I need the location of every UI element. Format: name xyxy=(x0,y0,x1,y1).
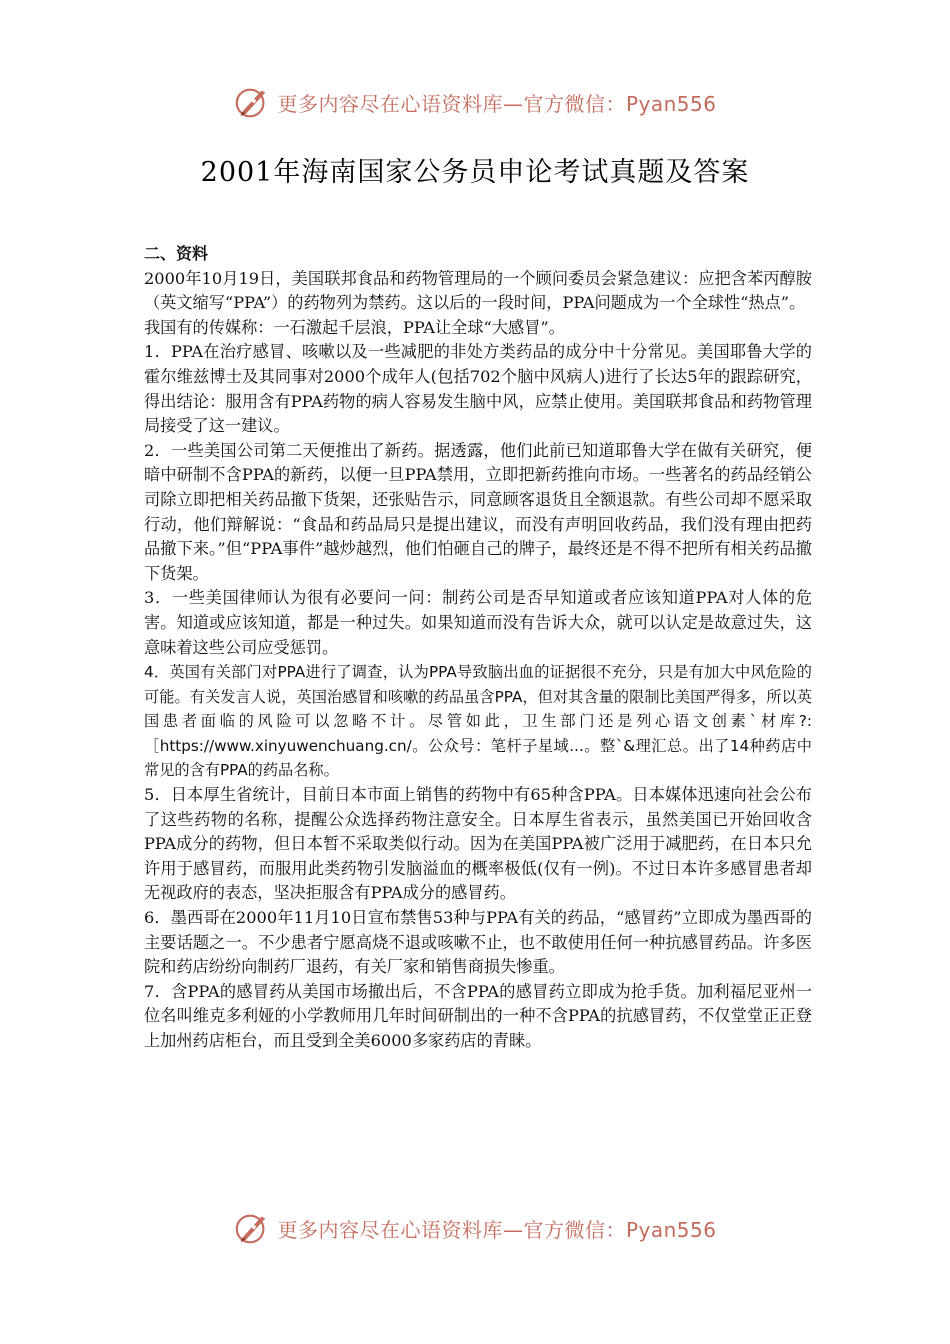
footer-banner xyxy=(0,1206,950,1250)
paragraph-3: 3．一些美国律师认为很有必要问一问：制药公司是否早知道或者应该知道PPA对人体的危害。知道或应该知道，都是一种过失。如果知道而没有告诉大众，就可以认定是故意过失，这意味着这些公司应受惩罚。 xyxy=(144,588,812,657)
paragraph-6: 6．墨西哥在2000年11月10日宣布禁售53种与PPA有关的药品，“感冒药”立即成为墨西哥的主要话题之一。不少患者宁愿高烧不退或咳嗽不止，也不敢使用任何一种抗感冒药品。许多医院和药店纷纷向制药厂退药，有关厂家和销售商损失惨重。 xyxy=(144,908,812,977)
header-banner xyxy=(0,80,950,124)
paragraph-media: 我国有的传媒称：一石激起千层浪，PPA让全球“大感冒”。 xyxy=(144,317,565,337)
paragraph-5: 5．日本厚生省统计，目前日本市面上销售的药物中有65种含PPA。日本媒体迅速向社会公布了这些药物的名称，提醒公众选择药物注意安全。日本厚生省表示，虽然美国已开始回收含PPA成分的药物，但日本暂不采取类似行动。因为在美国PPA被广泛用于减肥药，在日本只允许用于感冒药，而服用此类药物引发脑溢血的概率极低(仅有一例)。不过日本许多感冒患者却无视政府的表态，坚决拒服含有PPA成分的感冒药。 xyxy=(144,785,812,903)
section-heading: 二、资料 xyxy=(144,244,209,263)
pen-logo-icon xyxy=(233,1209,271,1247)
paragraph-2: 2．一些美国公司第二天便推出了新药。据透露，他们此前已知道耶鲁大学在做有关研究，便暗中研制不含PPA的新药，以便一旦PPA禁用，立即把新药推向市场。一些著名的药品经销公司除立即把相关药品撤下货架，还张贴告示，同意顾客退货且全额退款。有些公司却不愿采取行动，他们辩解说：“食品和药品局只是提出建议，而没有声明回收药品，我们没有理由把药品撤下来。”但“PPA事件”越炒越烈，他们怕砸自己的牌子，最终还是不得不把所有相关药品撤下货架。 xyxy=(144,440,812,583)
paragraph-intro: 2000年10月19日，美国联邦食品和药物管理局的一个顾问委员会紧急建议：应把含苯丙醇胺（英文缩写“PPA”）的药物列为禁药。这以后的一段时间，PPA问题成为一个全球性“热点”。 xyxy=(144,268,812,313)
page-title: 2001年海南国家公务员申论考试真题及答案 xyxy=(200,157,750,188)
pen-logo-icon xyxy=(233,83,271,121)
footer-banner-text: 更多内容尽在心语资料库—官方微信：Pyan556 xyxy=(277,1217,717,1242)
paragraph-1: 1．PPA在治疗感冒、咳嗽以及一些减肥的非处方类药品的成分中十分常见。美国耶鲁大学的霍尔维兹博士及其同事对2000个成年人(包括702个脑中风病人)进行了长达5年的跟踪研究，得出结论：服用含有PPA药物的病人容易发生脑中风，应禁止使用。美国联邦食品和药物管理局接受了这一建议。 xyxy=(144,342,812,436)
paragraph-4: 4．英国有关部门对PPA进行了调查，认为PPA导致脑出血的证据很不充分，只是有加大中风危险的可能。有关发言人说，英国治感冒和咳嗽的药品虽含PPA，但对其含量的限制比美国严得多，所以英国患者面临的风险可以忽略不计。尽管如此，卫生部门还是列心语文创素`材库?:［https://www.xinyuwenchuang.cn/。公众号：笔杆子星域...。整`&理汇总。出了14种药店中常见的含有PPA的药品名称。 xyxy=(144,663,812,780)
header-banner-text: 更多内容尽在心语资料库—官方微信：Pyan556 xyxy=(277,91,717,116)
document-body xyxy=(144,242,812,1054)
paragraph-7: 7．含PPA的感冒药从美国市场撤出后，不含PPA的感冒药立即成为抢手货。加利福尼亚州一位名叫维克多利娅的小学教师用几年时间研制出的一种不含PPA的抗感冒药，不仅堂堂正正登上加州药店柜台，而且受到全美6000多家药店的青睐。 xyxy=(144,981,812,1050)
